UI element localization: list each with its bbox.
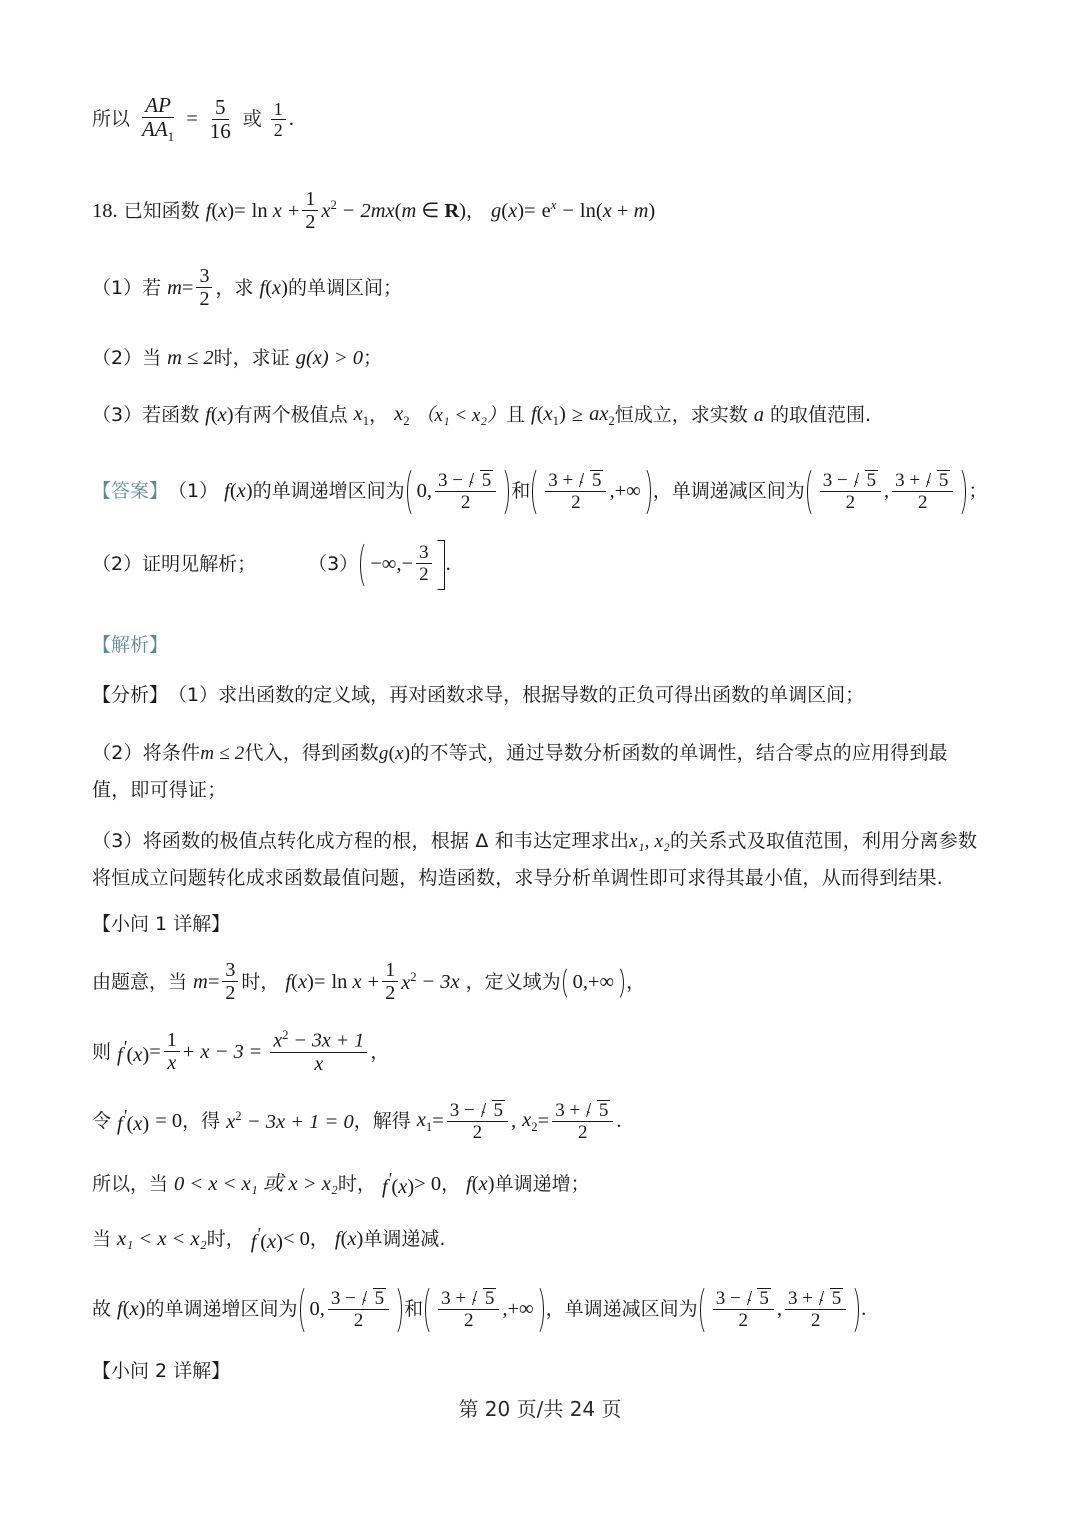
part1-text-c: 的单调区间；	[287, 276, 402, 299]
d1l6-inc1-right	[328, 1288, 389, 1330]
interval1-right-endpoint	[435, 470, 496, 512]
d1l1-m-den: 2	[225, 982, 236, 1005]
d1l2-plus: +	[182, 1040, 195, 1063]
value1-denominator: 16	[209, 118, 231, 143]
fenxi-item3-roots: x₁, x₂	[629, 831, 670, 853]
problem-part-2	[92, 346, 992, 372]
period-mark: .	[288, 108, 294, 131]
d1l2-equals-1: =	[149, 1040, 161, 1063]
d1l3-end: .	[616, 1110, 622, 1133]
part3-text-e: 的取值范围.	[770, 403, 872, 426]
problem-part-1	[92, 267, 992, 310]
part1-m-value	[196, 266, 212, 309]
part3-interval-right	[416, 543, 432, 584]
answer-part2-number: （2）	[92, 552, 143, 575]
interval2-right-endpoint: ,+∞	[609, 479, 641, 502]
d1l1-equals: =	[207, 970, 220, 993]
d1l4-fx: f(x)	[466, 1172, 495, 1195]
answer-part3-interval	[358, 540, 445, 590]
dec-den-1: 2	[845, 491, 856, 513]
answer-and-word: 和	[511, 479, 531, 502]
page-content	[92, 93, 992, 1384]
d1l1-end: ，	[626, 970, 646, 993]
paren-left	[561, 965, 571, 1001]
d1l5-lt-zero: < 0	[282, 1228, 310, 1251]
d1l3-comma-2: ，解得	[353, 1110, 411, 1133]
answer-part3-end: .	[445, 552, 451, 575]
g-exp-term: $e^x$	[541, 198, 557, 223]
d1l3-root1-den: 2	[472, 1121, 483, 1143]
dec-num-1: 3 − 5	[820, 470, 881, 492]
d1l1-m-num: 3	[222, 960, 238, 982]
answer-part1-text: 的单调递增区间为	[252, 479, 405, 502]
detail2-heading-label: 【小问 2 详解】	[92, 1359, 231, 1382]
d1l5-text-b: 单调递减.	[363, 1228, 446, 1251]
detail1-line-2	[92, 1030, 992, 1075]
part1-m-num: 3	[196, 266, 212, 288]
answer-part3-number: （3）	[308, 552, 359, 575]
d1l2-one-over-x	[164, 1030, 180, 1073]
d1l6-decreasing-interval	[698, 1284, 862, 1336]
d1l6-inc2-left	[438, 1288, 499, 1330]
f-equals: =	[234, 199, 246, 222]
answer-part1-number: （1）	[168, 479, 219, 502]
d1l1-plus: +	[367, 970, 380, 993]
fenxi-item2-condition: m ≤ 2	[200, 743, 245, 765]
stem-label: 已知函数	[123, 199, 200, 222]
dec-den-2: 2	[918, 491, 928, 513]
answer-line-1	[92, 466, 992, 518]
part3-fx: f(x)	[205, 404, 234, 426]
paren-right	[643, 466, 653, 518]
d1l6-dec-num-2: 3 + 5	[785, 1288, 846, 1310]
d1l1-f-equals: =	[313, 970, 326, 993]
d1l1-prefix: 由题意，当	[92, 970, 188, 993]
fenxi-label: 【分析】	[92, 683, 169, 706]
d1l5-condition: x₁ < x < x₂	[117, 1228, 207, 1251]
paren-right	[394, 1284, 404, 1336]
d1l1-half-num: 1	[382, 960, 398, 982]
part1-fx: f(x)	[259, 276, 288, 299]
value1-numerator: 5	[212, 97, 229, 120]
d1l2-frac1-den: x	[167, 1052, 177, 1075]
d1l2-end: ，	[370, 1040, 390, 1063]
f-half-num: 1	[302, 189, 318, 211]
d1l2-x-minus-3: x − 3	[200, 1040, 244, 1063]
d1l1-minus: −	[422, 970, 435, 993]
d1l2-frac2-num: $x^2 - 3x + 1$	[270, 1029, 367, 1053]
fenxi-item-2	[92, 735, 982, 809]
f-domain-condition: (m ∈ R)	[394, 199, 466, 222]
part2-text-b: 时，求证	[213, 347, 290, 370]
paren-left	[358, 540, 368, 590]
d1l3-prefix: 令	[92, 1110, 112, 1133]
d1l1-fx: f(x)	[285, 970, 314, 993]
paren-left	[698, 1284, 708, 1336]
d1l1-domain	[561, 965, 627, 1001]
f-2mx-term: 2mx	[360, 199, 395, 222]
d1l6-increasing-interval-1	[298, 1284, 405, 1336]
detail1-line-1	[92, 961, 992, 1004]
ratio-denominator: $AA_1$	[142, 117, 175, 145]
jiexi-label: 【解析】	[92, 633, 169, 656]
part3-interval-den: 2	[419, 564, 429, 586]
dec-left-endpoint	[820, 470, 881, 512]
detail1-heading	[92, 913, 992, 937]
answer-line-2	[92, 540, 992, 590]
detail2-heading	[92, 1360, 992, 1384]
d1l6-dec-num-1: 3 − 5	[713, 1288, 774, 1310]
d1l4-gt-zero: > 0	[414, 1172, 442, 1195]
fenxi-item2-a: （2）将条件	[92, 742, 201, 765]
detail1-line-4	[92, 1169, 992, 1200]
page-footer	[0, 1393, 1080, 1422]
ratio-conclusion-line	[92, 93, 992, 145]
d1l3-root2-den: 2	[578, 1121, 588, 1143]
d1l1-3x: 3x	[440, 970, 460, 993]
d1l6-inc1-den: 2	[353, 1309, 364, 1331]
paren-right	[851, 1284, 861, 1336]
d1l5-prefix: 当	[92, 1228, 112, 1251]
d1l4-text-b: 单调递增；	[494, 1172, 590, 1195]
part1-text-a: 若	[142, 276, 162, 299]
d1l6-text-b: ，单调递减区间为	[545, 1297, 698, 1320]
interval1-den: 2	[460, 491, 471, 513]
part3-order-condition: （x₁ < x₂）	[415, 404, 506, 426]
fenxi-item2-c: 的不等式，通过导数分析函数的单调性，结合零点的应用得到最值，即可得证；	[92, 742, 948, 802]
d1l1-half	[382, 960, 398, 1003]
d1l3-equals-2: =	[537, 1110, 550, 1133]
part3-a: a	[753, 404, 765, 426]
d1l2-f-prime: f'(x)	[117, 1036, 150, 1066]
d1l5-text-a: 时，	[206, 1228, 245, 1251]
d1l1-ln-term: ln x	[331, 970, 362, 993]
detail1-heading-label: 【小问 1 详解】	[92, 913, 231, 936]
f-minus: −	[342, 199, 355, 222]
d1l6-dec-left	[713, 1288, 774, 1330]
detail1-line-6	[92, 1284, 992, 1336]
d1l3-root-2	[552, 1100, 613, 1142]
part3-comma: ，	[369, 403, 389, 426]
answer-label: 【答案】	[92, 479, 169, 502]
equals-sign: =	[186, 108, 198, 131]
part1-text-b: ，求	[215, 276, 254, 299]
detail1-line-3	[92, 1101, 992, 1143]
d1l6-prefix: 故	[92, 1297, 112, 1320]
d1l2-frac1-num: 1	[164, 1030, 180, 1052]
d1l2-equals-2: =	[249, 1040, 262, 1063]
f-half-den: 2	[305, 211, 316, 234]
interval1-num: 3 − 5	[435, 470, 496, 492]
stem-comma: ，	[466, 199, 486, 222]
d1l6-end: .	[861, 1297, 867, 1320]
d1l3-equals-zero: = 0	[155, 1110, 183, 1133]
part1-m-den: 2	[199, 288, 210, 311]
paren-left	[530, 466, 540, 518]
fenxi-item3-b: 的关系式及取值范围，利用分离参数将恒成立问题转化成求函数最值问题，构造函数，求导分析单调性即可求得其最小值，从而得到结果.	[92, 830, 978, 890]
dec-num-2: 3 + 5	[892, 470, 953, 492]
value2-denominator: 2	[273, 119, 283, 140]
interval2-den: 2	[571, 491, 581, 513]
d1l3-equals-1: =	[432, 1110, 444, 1133]
function-f-name: f	[205, 199, 212, 222]
interval2-num: 3 + 5	[545, 470, 606, 492]
d1l4-condition: 0 < x < x₁ 或 x > x₂	[174, 1172, 338, 1195]
d1l3-comma-3: ,	[511, 1110, 517, 1133]
interval2-left-endpoint	[545, 470, 606, 512]
d1l3-root2-num: 3 + 5	[552, 1100, 613, 1122]
d1l3-x1: $x_1$	[416, 1108, 433, 1134]
part3-x2: $x_2$	[394, 402, 410, 428]
part1-equals: =	[181, 276, 194, 299]
d1l3-x2: $x_2$	[522, 1108, 538, 1134]
decreasing-interval	[805, 466, 969, 518]
detail1-line-5	[92, 1224, 992, 1255]
d1l3-f-prime: f'(x)	[117, 1106, 150, 1135]
jiexi-heading	[92, 634, 992, 658]
answer-part2-text: 证明见解析；	[142, 552, 257, 575]
d1l1-m: m	[193, 970, 208, 993]
d1l4-f-prime: f'(x)	[381, 1168, 415, 1198]
paren-right	[501, 466, 511, 518]
d1l6-inc1-left: 0,	[309, 1297, 325, 1320]
value-fraction-2	[271, 100, 286, 139]
increasing-interval-1	[405, 466, 512, 518]
d1l5-f-prime: f'(x)	[250, 1224, 283, 1254]
bracket-right	[437, 540, 446, 590]
d1l1-text-a: 时，	[241, 970, 280, 993]
part3-x1: $x_1$	[353, 402, 370, 428]
part3-text-a: 若函数	[142, 403, 200, 426]
f-half-fraction	[302, 189, 318, 232]
d1l6-dec-den-1: 2	[738, 1309, 749, 1331]
ratio-fraction	[139, 95, 177, 143]
d1l4-comma: ，	[441, 1172, 461, 1195]
answer-part1-end: ；	[968, 479, 988, 502]
increasing-interval-2	[530, 466, 653, 518]
d1l1-half-den: 2	[385, 982, 396, 1005]
d1l6-inc2-den: 2	[463, 1309, 474, 1331]
part3-text-b: 有两个极值点	[233, 403, 348, 426]
or-word: 或	[242, 108, 262, 131]
part3-interval-left: −∞,−	[370, 552, 414, 575]
part2-gx-inequality: g(x) > 0	[295, 347, 364, 370]
d1l6-fx: f(x)	[117, 1297, 146, 1320]
function-f-argument: (x)	[211, 199, 235, 222]
d1l3-root-1	[447, 1100, 508, 1142]
g-equals: =	[524, 199, 536, 222]
d1l4-prefix: 所以，当	[92, 1172, 169, 1195]
part2-text-c: ；	[363, 347, 383, 370]
function-g-name: g	[491, 199, 502, 222]
f-x-squared: $x^2$	[321, 198, 337, 223]
d1l1-m-value	[222, 960, 238, 1003]
part2-label: （2）	[92, 347, 143, 370]
paren-right	[958, 466, 968, 518]
answer-part1-text2: ，单调递减区间为	[652, 479, 805, 502]
g-minus: −	[562, 199, 574, 222]
answer-fx: f(x)	[224, 479, 253, 502]
fenxi-item3-a: （3）将函数的极值点转化成方程的根，根据 Δ 和韦达定理求出	[92, 830, 630, 853]
part2-condition: m ≤ 2	[167, 347, 214, 370]
problem-number: 18.	[92, 199, 118, 222]
part3-text-d: 恒成立，求实数	[614, 403, 748, 426]
fenxi-item1-text: （1）求出函数的定义域，再对函数求导，根据导数的正负可得出函数的单调区间；	[168, 683, 865, 706]
fenxi-item-3	[92, 823, 982, 897]
part3-ge-sign: ≥	[571, 404, 584, 426]
part3-interval-num: 3	[416, 543, 432, 564]
d1l6-dec-den-2: 2	[810, 1309, 821, 1331]
d1l3-comma-1: ，得	[182, 1110, 221, 1133]
part3-text-c: 且	[505, 403, 525, 426]
d1l6-and: 和	[404, 1297, 424, 1320]
d1l2-quadratic-fraction	[270, 1029, 367, 1074]
g-ln-term: ln(x + m)	[579, 199, 656, 222]
fenxi-item2-b: 代入，得到函数	[244, 742, 379, 765]
value-fraction-1	[207, 94, 234, 143]
function-g-argument: (x)	[501, 199, 525, 222]
problem-part-3	[92, 402, 992, 430]
part2-text-a: 当	[142, 347, 162, 370]
d1l4-text-a: 时，	[337, 1172, 376, 1195]
d1l3-root1-num: 3 − 5	[447, 1100, 508, 1122]
d1l1-x-squared: $x^2$	[401, 969, 417, 994]
page-footer-text: 第 20 页/共 24 页	[458, 1397, 622, 1421]
dec-right-endpoint	[892, 470, 953, 512]
f-ln-term: ln x	[251, 199, 282, 222]
d1l1-domain-text: 0,+∞	[572, 970, 615, 993]
part1-m: m	[167, 276, 182, 299]
problem-stem	[92, 190, 992, 233]
dec-comma: ,	[884, 479, 890, 502]
paren-left	[298, 1284, 308, 1336]
part3-inequality-right: $ax_2$	[589, 402, 615, 428]
d1l3-quadratic: $x^2 - 3x + 1 = 0$	[226, 1108, 354, 1133]
paren-left	[805, 466, 815, 518]
interval1-left-endpoint: 0,	[416, 479, 432, 502]
d1l2-prefix: 则	[92, 1040, 112, 1063]
d1l6-inc2-num: 3 + 5	[438, 1288, 499, 1310]
ratio-prefix: 所以	[92, 108, 131, 131]
d1l6-text-a: 的单调递增区间为	[145, 1297, 298, 1320]
fenxi-item2-gx: g(x)	[378, 743, 411, 765]
value2-numerator: 1	[271, 100, 286, 120]
d1l6-increasing-interval-2	[423, 1284, 546, 1336]
part3-inequality-left: $f(x_1)$	[530, 402, 566, 428]
fenxi-item-1	[92, 684, 992, 708]
ratio-numerator: AP	[142, 95, 174, 118]
d1l5-fx: f(x)	[334, 1228, 364, 1251]
paren-right	[536, 1284, 546, 1336]
paren-left	[405, 466, 415, 518]
d1l6-inc1-num: 3 − 5	[328, 1288, 389, 1310]
d1l5-comma: ，	[309, 1228, 329, 1251]
f-plus: +	[287, 199, 300, 222]
paren-left	[423, 1284, 433, 1336]
d1l6-dec-comma: ,	[776, 1297, 783, 1320]
d1l2-frac2-den: x	[314, 1052, 324, 1075]
d1l6-dec-right	[785, 1288, 846, 1330]
d1l6-inc2-right: ,+∞	[502, 1297, 534, 1320]
part1-label: （1）	[92, 276, 143, 299]
d1l1-text-b: ，定义域为	[465, 970, 561, 993]
paren-right	[616, 965, 626, 1001]
part3-label: （3）	[92, 403, 143, 426]
